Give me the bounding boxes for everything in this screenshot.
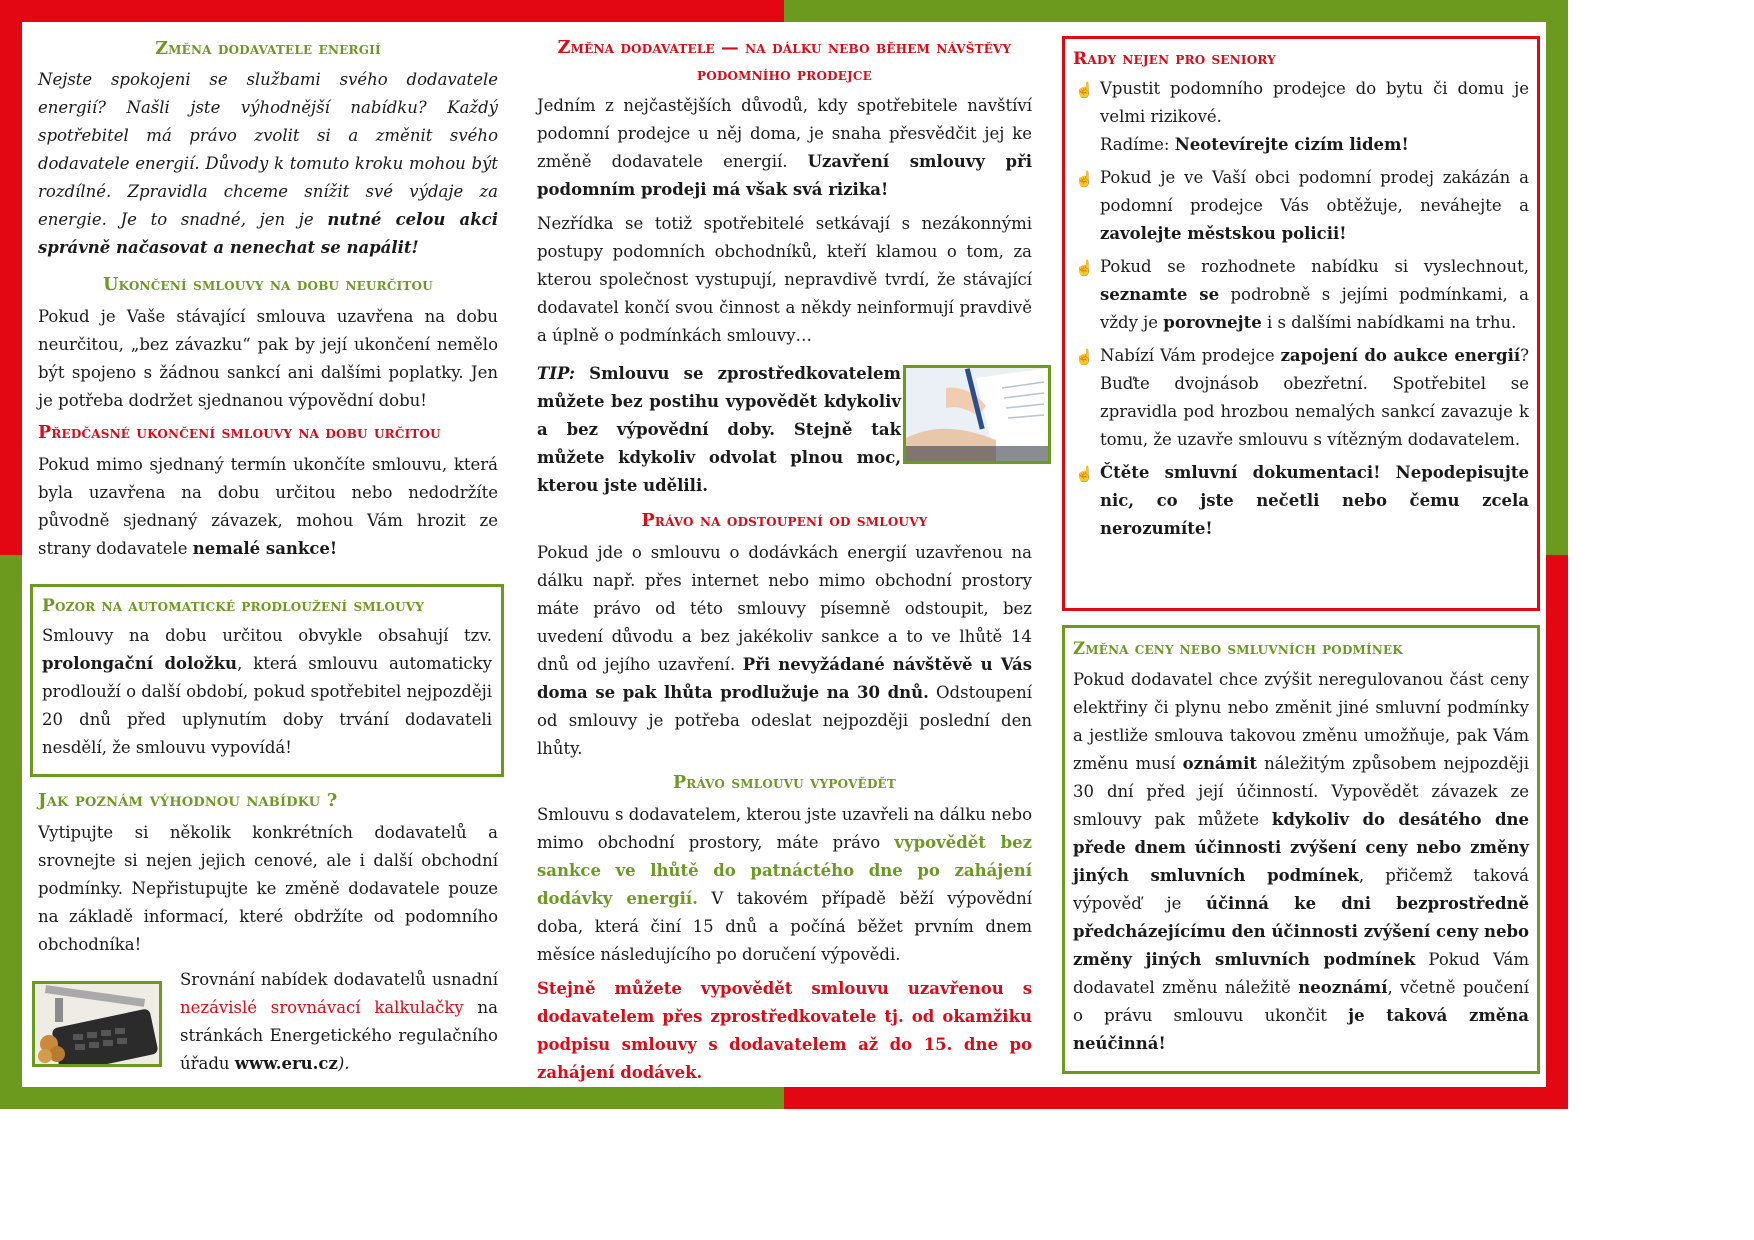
- box-senior-tips: [1062, 36, 1540, 611]
- section-withdrawal: [537, 508, 1032, 1087]
- doorstep-intro-text: Jedním z nejčastějších důvodů, kdy spotřebitele navštíví podomní prodejce u něj doma, je snaha přesvědčit jej ke změně dodavatele energií. Uzavření smlouvy při podomním prodeji má však svá rizika!: [537, 96, 1032, 199]
- eru-url[interactable]: www.eru.cz: [234, 1054, 338, 1073]
- withdrawal-text: Pokud jde o smlouvu o dodávkách energií uzavřenou na dálku např. přes internet nebo mimo obchodní prostory máte právo od této smlouvy písemně odstoupit, bez uvedení důvodu a bez jakékoliv sankce a to ve lhůtě 14 dnů od jejího uzavření. Při nevyžádané návštěvě u Vás doma se pak lhůta prodlužuje na 30 dnů. Odstoupení od smlouvy je potřeba odeslat nejpozději poslední den lhůty.: [537, 543, 1032, 758]
- heading-auto-renewal: Pozor na automatické prodloužení smlouvy: [42, 596, 425, 616]
- leaflet-page: [22, 22, 1546, 1087]
- heading-good-offer: Jak poznám výhodnou nabídku ?: [38, 790, 338, 811]
- column-left: [38, 22, 498, 563]
- senior-tips-list: [1073, 75, 1529, 543]
- early-termination-text: Pokud mimo sjednaný termín ukončíte smlouvu, která byla uzavřena na dobu určitou nebo nedodržíte původně sjednaný závazek, mohou Vám hrozit ze strany dodavatele nemalé sankce!: [38, 455, 498, 558]
- tip-item: ☝ Pokud je ve Vaší obci podomní prodej zakázán a podomní prodejce Vás obtěžuje, neváhejte a zavolejte městskou policii!: [1073, 164, 1529, 248]
- heading-termination-right: Právo smlouvu vypovědět: [672, 773, 897, 793]
- box-price-change: [1062, 625, 1540, 1074]
- intermediary-termination-text: Stejně můžete vypovědět smlouvu uzavřenou s dodavatelem přes zprostředkovatele tj. od okamžiku podpisu smlouvy s dodavatelem až do 15. dne po zahájení dodávek.: [537, 979, 1032, 1082]
- heading-change-supplier: Změna dodavatele energií: [155, 39, 381, 59]
- tip-item: ☝ Čtěte smluvní dokumentaci! Nepodepisujte nic, co jste nečetli nebo čemu zcela nerozumíte!: [1073, 459, 1529, 543]
- tip-text: TIP: Smlouvu se zprostředkovatelem můžete bez postihu vypovědět kdykoliv a bez výpovědní doby. Stejně tak můžete kdykoliv odvolat plnou moc, kterou jste udělili.: [537, 364, 901, 495]
- pointing-hand-icon: ☝: [1075, 465, 1094, 483]
- calculator-photo: [32, 981, 162, 1067]
- heading-withdrawal: Právo na odstoupení od smlouvy: [641, 511, 928, 531]
- section-good-offer: [38, 788, 498, 959]
- calculator-image: [35, 984, 159, 1064]
- indefinite-contract-text: Pokud je Vaše stávající smlouva uzavřena na dobu neurčitou, „bez závazku“ pak by její ukončení nemělo být spojeno s žádnou sankcí ani dalšími poplatky. Jen je potřeba dodržet sjednanou výpovědní dobu!: [38, 307, 498, 410]
- calculator-link[interactable]: nezávislé srovnávací kalkulačky: [180, 998, 464, 1017]
- heading-indefinite-contract: Ukončení smlouvy na dobu neurčitou: [103, 275, 433, 295]
- box-auto-renewal: [30, 584, 504, 777]
- intro-paragraph: Nejste spokojeni se službami svého dodavatele energií? Našli jste výhodnější nabídku? Každý spotřebitel má právo zvolit si a změnit svého dodavatele energií. Důvody k tomuto kroku mohou být rozdílné. Zpravidla chceme snížit své výdaje za energie. Je to snadné, jen je nutné celou akci správně načasovat a nenechat se napálit!: [38, 70, 498, 257]
- good-offer-text: Vytipujte si několik konkrétních dodavatelů a srovnejte si nejen jejich cenové, ale i další obchodní podmínky. Nepřistupujte ke změně dodavatele pouze na základě informací, které obdržíte od podomního obchodníka!: [38, 823, 498, 954]
- calculator-text: Srovnání nabídek dodavatelů usnadní nezávislé srovnávací kalkulačky na stránkách Energetického regulačního úřadu www.eru.cz).: [180, 970, 498, 1073]
- heading-doorstep-sales: Změna dodavatele — na dálku nebo během návštěvy podomního prodejce: [557, 38, 1012, 85]
- unlawful-practices-text: Nezřídka se totiž spotřebitelé setkávají s nezákonnými postupy podomních obchodníků, kteří klamou o tom, za kterou společnost vystupují, nepravdivě tvrdí, že stávající dodavatel končí svou činnost a někdy neinformují pravdivě a úplně o podmínkách smlouvy…: [537, 214, 1032, 345]
- tip-item: ☝ Nabízí Vám prodejce zapojení do aukce energií? Buďte dvojnásob obezřetní. Spotřebitel se zpravidla pod hrozbou nemalých sankcí zavazuje k tomu, že uzavře smlouvu s vítězným dodavatelem.: [1073, 342, 1529, 454]
- tip-item: ☝ Vpustit podomního prodejce do bytu či domu je velmi rizikové. Radíme: Neotevírejte cizím lidem!: [1073, 75, 1529, 159]
- pointing-hand-icon: ☝: [1075, 259, 1094, 277]
- signing-photo: [903, 365, 1051, 464]
- pointing-hand-icon: ☝: [1075, 81, 1094, 99]
- auto-renewal-text: Smlouvy na dobu určitou obvykle obsahují tzv. prolongační doložku, která smlouvu automaticky prodlouží o další období, pokud spotřebitel nejpozději 20 dnů před uplynutím doby trvání dodavateli nesdělí, že smlouvu vypovídá!: [42, 626, 492, 757]
- price-change-text: Pokud dodavatel chce zvýšit neregulovanou část ceny elektřiny či plynu nebo změnit jiné smluvní podmínky a jestliže smlouva takovou změnu umožňuje, pak Vám změnu musí oznámit náležitým způsobem nejpozději 30 dní před její účinností. Vypovědět závazek ze smlouvy pak můžete kdykoliv do desátého dne přede dnem účinnosti zvýšení ceny nebo změny jiných smluvních podmínek, přičemž taková výpověď je účinná ke dni bezprostředně předcházejícímu den účinnosti zvýšení ceny nebo změny jiných smluvních podmínek Pokud Vám dodavatel změnu náležitě neoznámí, včetně poučení o právu smlouvu ukončit je taková změna neúčinná!: [1073, 670, 1530, 1053]
- signing-image: [906, 368, 1048, 461]
- heading-price-change: Změna ceny nebo smluvních podmínek: [1073, 639, 1403, 658]
- heading-senior-tips: Rady nejen pro seniory: [1073, 49, 1276, 69]
- column-middle: [537, 22, 1032, 350]
- pointing-hand-icon: ☝: [1075, 170, 1094, 188]
- pointing-hand-icon: ☝: [1075, 348, 1094, 366]
- heading-early-termination: Předčasné ukončení smlouvy na dobu určitou: [38, 423, 441, 443]
- termination-right-text: Smlouvu s dodavatelem, kterou jste uzavřeli na dálku nebo mimo obchodní prostory, máte právo vypovědět bez sankce ve lhůtě do patnáctého dne po zahájení dodávky energií. V takovém případě běží výpovědní doba, která činí 15 dnů a počíná běžet prvním dnem měsíce následujícího po doručení výpovědi.: [537, 805, 1033, 964]
- tip-item: ☝ Pokud se rozhodnete nabídku si vyslechnout, seznamte se podrobně s jejími podmínkami, a vždy je porovnejte i s dalšími nabídkami na trhu.: [1073, 253, 1529, 337]
